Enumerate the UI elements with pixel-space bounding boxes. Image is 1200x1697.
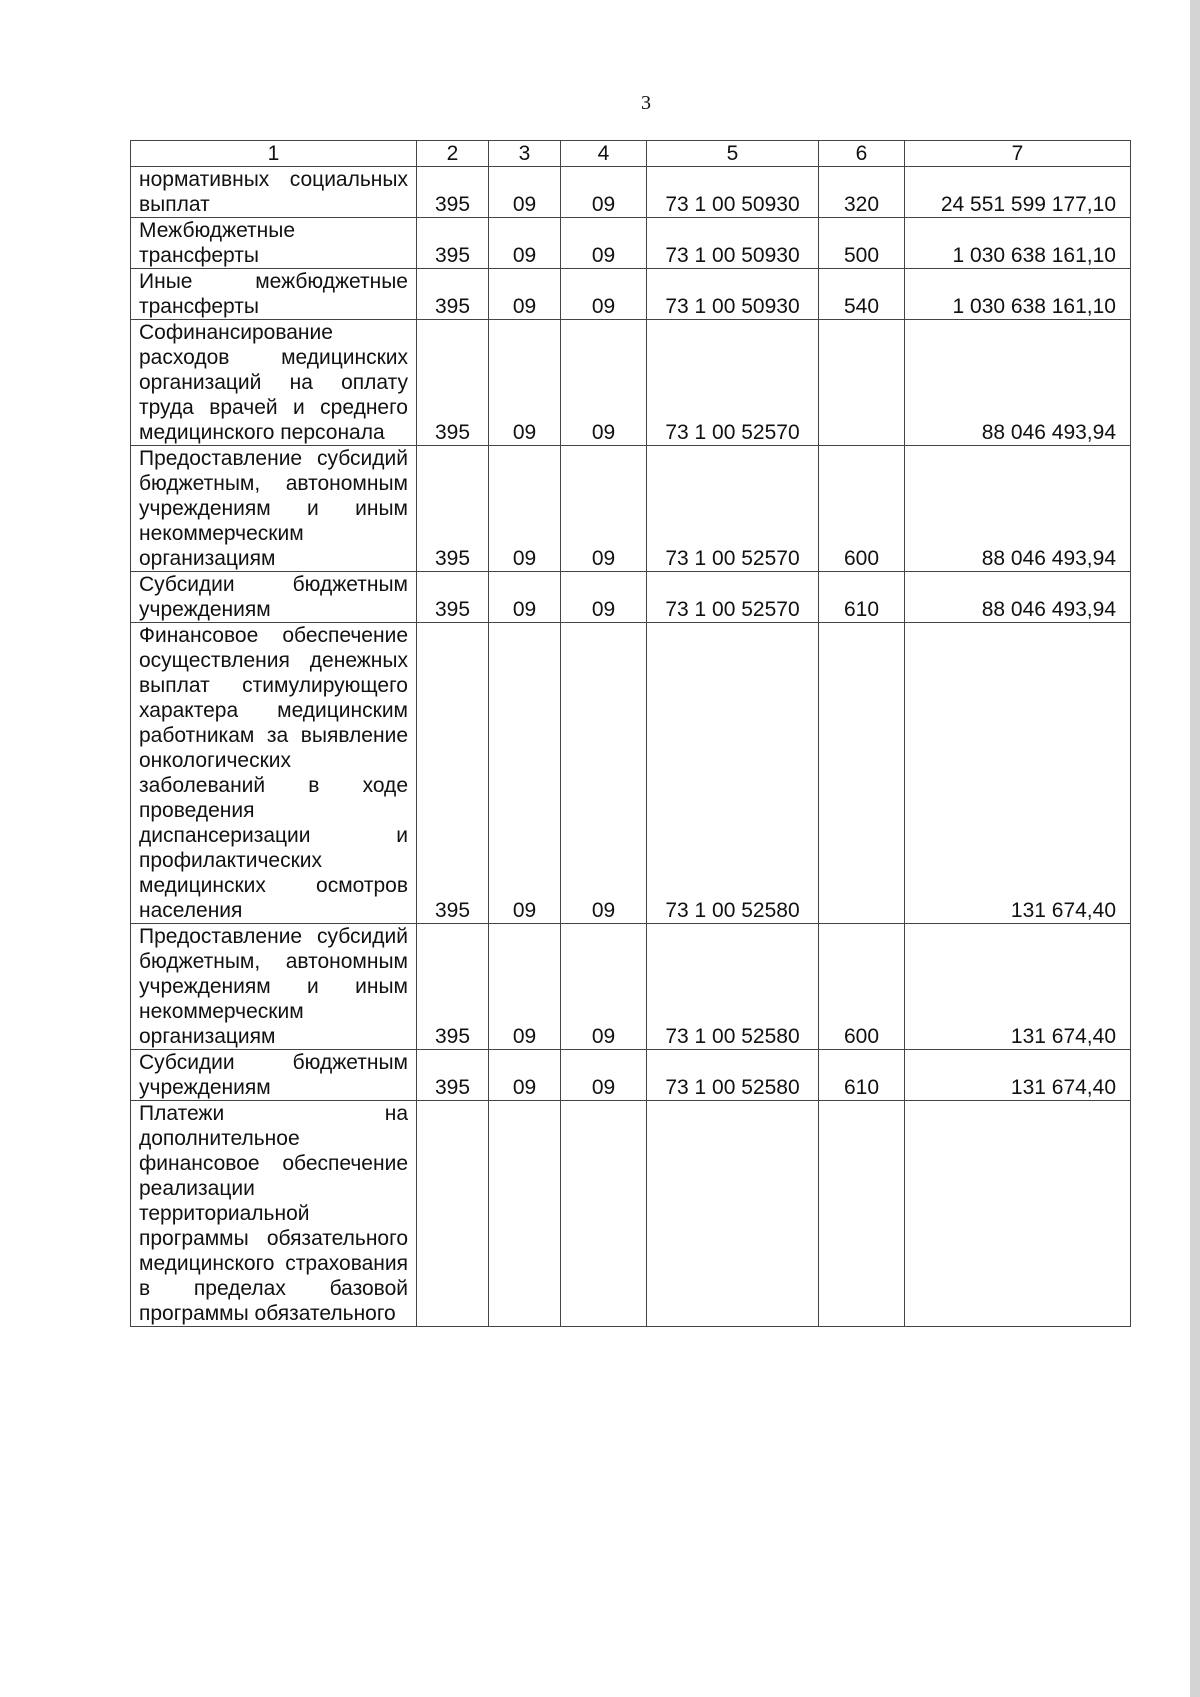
cell-subsection: 09 — [561, 320, 647, 446]
cell-expense-type: 610 — [819, 1050, 905, 1101]
row-name: Платежи на дополнительное финансовое обеспечение реализации территориальной программы обязательного медицинского страхования в пределах базовой программы обязательного — [131, 1101, 417, 1327]
cell-amount: 131 674,40 — [905, 924, 1131, 1050]
cell-amount: 1 030 638 161,10 — [905, 218, 1131, 269]
cell-section — [489, 1101, 561, 1327]
cell-amount — [905, 1101, 1131, 1327]
cell-expense-type: 600 — [819, 924, 905, 1050]
table-row — [131, 167, 1131, 218]
row-name: Финансовое обеспечение осуществления денежных выплат стимулирующего характера медицинским работникам за выявление онкологических заболеваний в ходе проведения диспансеризации и профилактических медицинских осмотров населения — [131, 623, 417, 924]
cell-expense-type — [819, 320, 905, 446]
cell-section: 09 — [489, 924, 561, 1050]
cell-subsection: 09 — [561, 572, 647, 623]
cell-subsection: 09 — [561, 218, 647, 269]
header-row — [131, 141, 1131, 167]
cell-section: 09 — [489, 167, 561, 218]
col-header-6: 6 — [819, 141, 905, 167]
cell-section: 09 — [489, 446, 561, 572]
cell-amount: 131 674,40 — [905, 1050, 1131, 1101]
table-row — [131, 446, 1131, 572]
cell-section: 09 — [489, 269, 561, 320]
cell-admin-code: 395 — [417, 167, 489, 218]
cell-admin-code: 395 — [417, 572, 489, 623]
cell-amount: 88 046 493,94 — [905, 446, 1131, 572]
cell-admin-code: 395 — [417, 269, 489, 320]
cell-subsection: 09 — [561, 623, 647, 924]
cell-expense-type: 320 — [819, 167, 905, 218]
table-row — [131, 269, 1131, 320]
cell-subsection: 09 — [561, 167, 647, 218]
row-name: Предоставление субсидий бюджетным, автономным учреждениям и иным некоммерческим организациям — [131, 446, 417, 572]
cell-target-article: 73 1 00 52570 — [647, 572, 819, 623]
row-name: нормативных социальных выплат — [131, 167, 417, 218]
page-edge-shadow — [1190, 0, 1200, 1697]
table-row — [131, 1050, 1131, 1101]
page-number: 3 — [641, 92, 651, 114]
table-row — [131, 218, 1131, 269]
cell-expense-type: 600 — [819, 446, 905, 572]
col-header-2: 2 — [417, 141, 489, 167]
cell-expense-type: 500 — [819, 218, 905, 269]
cell-target-article: 73 1 00 52570 — [647, 446, 819, 572]
col-header-1: 1 — [131, 141, 417, 167]
row-name: Софинансирование расходов медицинских организаций на оплату труда врачей и среднего медицинского персонала — [131, 320, 417, 446]
row-name: Межбюджетные трансферты — [131, 218, 417, 269]
cell-section: 09 — [489, 218, 561, 269]
cell-admin-code — [417, 1101, 489, 1327]
cell-section: 09 — [489, 572, 561, 623]
cell-target-article: 73 1 00 52570 — [647, 320, 819, 446]
cell-expense-type: 610 — [819, 572, 905, 623]
table-row — [131, 320, 1131, 446]
cell-expense-type — [819, 1101, 905, 1327]
cell-target-article: 73 1 00 52580 — [647, 1050, 819, 1101]
cell-target-article: 73 1 00 52580 — [647, 623, 819, 924]
col-header-4: 4 — [561, 141, 647, 167]
cell-admin-code: 395 — [417, 218, 489, 269]
cell-subsection: 09 — [561, 1050, 647, 1101]
row-name: Иные межбюджетные трансферты — [131, 269, 417, 320]
table-row — [131, 924, 1131, 1050]
col-header-3: 3 — [489, 141, 561, 167]
cell-target-article — [647, 1101, 819, 1327]
cell-admin-code: 395 — [417, 320, 489, 446]
cell-admin-code: 395 — [417, 1050, 489, 1101]
cell-amount: 131 674,40 — [905, 623, 1131, 924]
row-name: Субсидии бюджетным учреждениям — [131, 572, 417, 623]
cell-expense-type: 540 — [819, 269, 905, 320]
cell-subsection: 09 — [561, 924, 647, 1050]
cell-section: 09 — [489, 320, 561, 446]
table-row — [131, 1101, 1131, 1327]
cell-expense-type — [819, 623, 905, 924]
cell-admin-code: 395 — [417, 623, 489, 924]
cell-target-article: 73 1 00 50930 — [647, 167, 819, 218]
cell-target-article: 73 1 00 50930 — [647, 218, 819, 269]
budget-table — [130, 140, 1131, 1327]
cell-section: 09 — [489, 623, 561, 924]
cell-subsection: 09 — [561, 446, 647, 572]
cell-amount: 1 030 638 161,10 — [905, 269, 1131, 320]
cell-target-article: 73 1 00 52580 — [647, 924, 819, 1050]
cell-amount: 88 046 493,94 — [905, 320, 1131, 446]
cell-amount: 24 551 599 177,10 — [905, 167, 1131, 218]
table-row — [131, 623, 1131, 924]
cell-subsection — [561, 1101, 647, 1327]
table-row — [131, 572, 1131, 623]
cell-section: 09 — [489, 1050, 561, 1101]
cell-subsection: 09 — [561, 269, 647, 320]
row-name: Предоставление субсидий бюджетным, автономным учреждениям и иным некоммерческим организациям — [131, 924, 417, 1050]
cell-target-article: 73 1 00 50930 — [647, 269, 819, 320]
cell-amount: 88 046 493,94 — [905, 572, 1131, 623]
col-header-7: 7 — [905, 141, 1131, 167]
row-name: Субсидии бюджетным учреждениям — [131, 1050, 417, 1101]
cell-admin-code: 395 — [417, 924, 489, 1050]
col-header-5: 5 — [647, 141, 819, 167]
cell-admin-code: 395 — [417, 446, 489, 572]
